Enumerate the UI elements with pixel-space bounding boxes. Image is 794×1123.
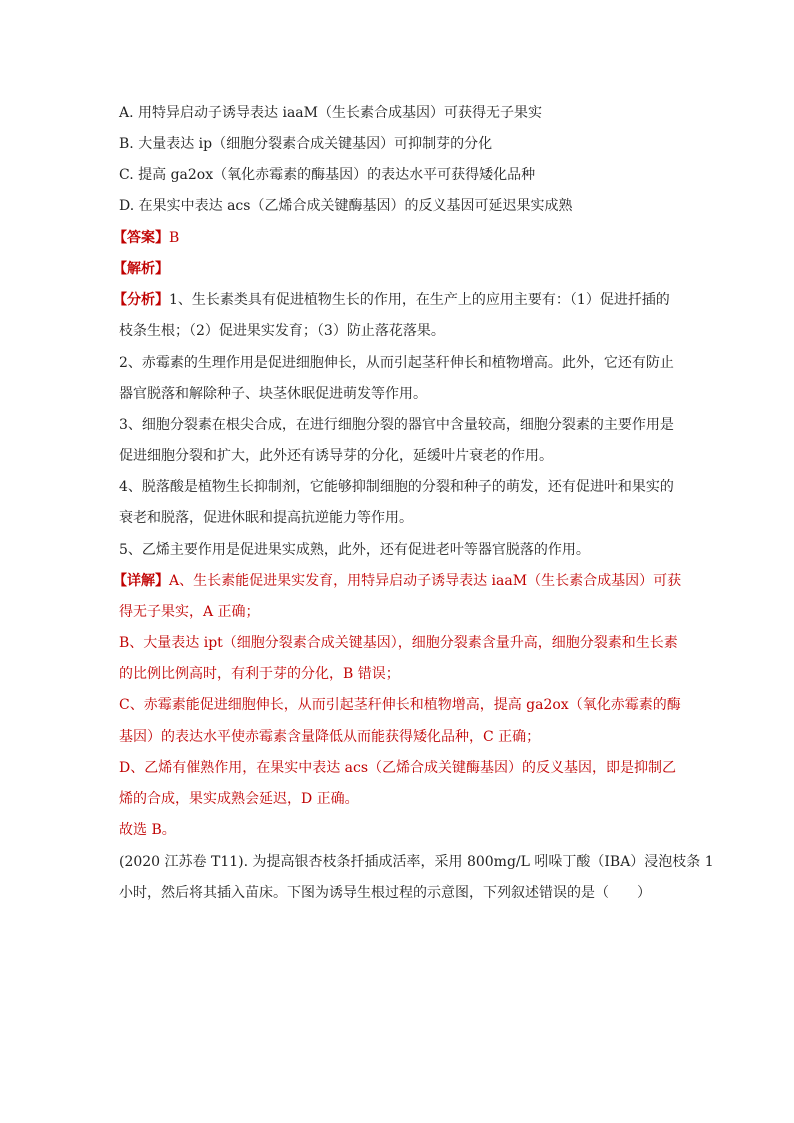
- option-a: A. 用特异启动子诱导表达 iaaM（生长素合成基因）可获得无子果实: [119, 105, 542, 121]
- answer-tag: 【答案】: [113, 230, 169, 246]
- detail-line-4: 的比例比例高时，有利于芽的分化，B 错误；: [119, 666, 400, 682]
- answer-line: [113, 228, 179, 248]
- analysis-line-9: 5、乙烯主要作用是促进果实成熟，此外，还有促进老叶等器官脱落的作用。: [119, 542, 590, 558]
- detail-line-5: C、赤霉素能促进细胞伸长，从而引起茎秆伸长和植物增高，提高 ga2ox（氧化赤霉素的酶: [119, 697, 681, 713]
- jiexi-tag: 【解析】: [113, 261, 169, 277]
- fenxi-tag: 【分析】: [113, 292, 169, 308]
- analysis-line-7: 4、脱落酸是植物生长抑制剂，它能够抑制细胞的分裂和种子的萌发，还有促进叶和果实的: [119, 479, 674, 495]
- option-c: C. 提高 ga2ox（氧化赤霉素的酶基因）的表达水平可获得矮化品种: [119, 167, 536, 183]
- detail-line-7: D、乙烯有催熟作用，在果实中表达 acs（乙烯合成关键酶基因）的反义基因，即是抑制乙: [119, 760, 677, 776]
- conclusion: 故选 B。: [119, 822, 176, 838]
- detail-line-8: 烯的合成，果实成熟会延迟，D 正确。: [119, 791, 359, 807]
- answer-value: B: [169, 230, 180, 246]
- detail-line-3: B、大量表达 ipt（细胞分裂素合成关键基因），细胞分裂素含量升高，细胞分裂素和生长素: [119, 635, 678, 651]
- analysis-line-8: 衰老和脱落，促进休眠和提高抗逆能力等作用。: [119, 510, 413, 526]
- detail-line-6: 基因）的表达水平使赤霉素含量降低从而能获得矮化品种，C 正确；: [119, 729, 541, 745]
- jiexi-heading: [113, 259, 169, 279]
- detail-line-2: 得无子果实，A 正确；: [119, 604, 260, 620]
- detail-line-1: 【详解】A、生长素能促进果实发育，用特异启动子诱导表达 iaaM（生长素合成基因）可获: [113, 573, 682, 589]
- analysis-line-1: 【分析】1、生长素类具有促进植物生长的作用，在生产上的应用主要有：（1）促进扦插的: [113, 292, 670, 308]
- next-question-line-2: 小时，然后将其插入苗床。下图为诱导生根过程的示意图，下列叙述错误的是（ ）: [119, 885, 651, 901]
- option-d: D. 在果实中表达 acs（乙烯合成关键酶基因）的反义基因可延迟果实成熟: [119, 198, 573, 214]
- analysis-line-4: 器官脱落和解除种子、块茎休眠促进萌发等作用。: [119, 386, 427, 402]
- analysis-line-6: 促进细胞分裂和扩大，此外还有诱导芽的分化，延缓叶片衰老的作用。: [119, 448, 553, 464]
- analysis-line-2: 枝条生根；（2）促进果实发育；（3）防止落花落果。: [119, 323, 445, 339]
- xiangjie-tag: 【详解】: [113, 573, 169, 589]
- analysis-line-3: 2、赤霉素的生理作用是促进细胞伸长，从而引起茎秆伸长和植物增高。此外，它还有防止: [119, 355, 674, 371]
- option-b: B. 大量表达 ip（细胞分裂素合成关键基因）可抑制芽的分化: [119, 136, 493, 152]
- next-question-line-1: (2020 江苏卷 T11). 为提高银杏枝条扦插成活率，采用 800mg/L 吲哚丁酸（IBA）浸泡枝条 1: [119, 854, 714, 870]
- analysis-line-5: 3、细胞分裂素在根尖合成，在进行细胞分裂的器官中含量较高，细胞分裂素的主要作用是: [119, 417, 674, 433]
